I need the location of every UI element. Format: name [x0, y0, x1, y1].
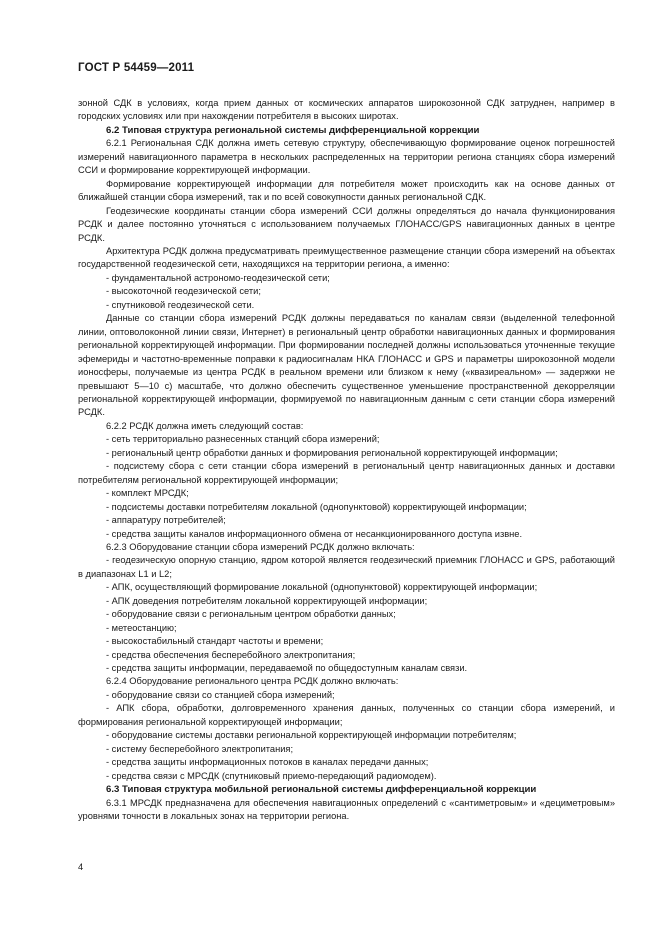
- list-item: - высокостабильный стандарт частоты и времени;: [106, 636, 324, 647]
- list-item: - высокоточной геодезической сети;: [106, 286, 261, 297]
- list-item: - подсистему сбора с сети станции сбора измерений в региональный центр навигационных данных и доставки потребителям региональной корректирующей информации;: [78, 461, 615, 485]
- list-item: - метеостанцию;: [106, 622, 177, 633]
- list-item: - спутниковой геодезической сети.: [106, 299, 255, 310]
- paragraph: Геодезические координаты станции сбора измерений ССИ должны определяться до начала функционирования РСДК и далее постоянно уточняться с использованием получаемых ГЛОНАСС/GPS навигационных данных в центре РСДК.: [78, 205, 615, 243]
- paragraph: Формирование корректирующей информации для потребителя может происходить как на основе данных от ближайшей станции сбора измерений, так и по всей совокупности данных региональной СДК.: [78, 178, 615, 203]
- list-item: - систему бесперебойного электропитания;: [106, 743, 294, 754]
- document-body: [78, 97, 615, 823]
- list-item: - средства защиты информационных потоков в каналах передачи данных;: [106, 757, 429, 768]
- list-item: - оборудование системы доставки региональной корректирующей информации потребителям;: [106, 730, 517, 741]
- section-heading: 6.2 Типовая структура региональной системы дифференциальной коррекции: [106, 124, 480, 136]
- list-item: - оборудование связи со станцией сбора измерений;: [106, 689, 335, 700]
- paragraph: 6.3.1 МРСДК предназначена для обеспечения навигационных определений с «сантиметровым» и «дециметровым» уровнями точности в локальных зонах на территории региона.: [78, 797, 615, 822]
- list-item: - аппаратуру потребителей;: [106, 515, 226, 526]
- list-item: - геодезическую опорную станцию, ядром которой является геодезический приемник ГЛОНАСС и GPS, работающий в диапазонах L1 и L2;: [78, 555, 615, 579]
- list-item: - фундаментальной астрономо-геодезической сети;: [106, 272, 330, 283]
- list-item: - средства защиты информации, передаваемой по общедоступным каналам связи.: [106, 663, 468, 674]
- list-item: - региональный центр обработки данных и формирования региональной корректирующей информации;: [106, 447, 558, 458]
- page-number: 4: [78, 862, 84, 872]
- list-item: - АПК сбора, обработки, долговременного хранения данных, полученных со станции сбора измерений, и формирования региональной корректирующей информации;: [78, 703, 615, 727]
- list-item: - АПК, осуществляющий формирование локальной (однопунктовой) корректирующей информации;: [106, 582, 538, 593]
- list-item: - средства связи с МРСДК (спутниковый приемо-передающий радиомодем).: [106, 770, 437, 781]
- section-heading: 6.3 Типовая структура мобильной региональной системы дифференциальной коррекции: [106, 784, 537, 796]
- list-item: - АПК доведения потребителям локальной корректирующей информации;: [106, 595, 428, 606]
- paragraph: зонной СДК в условиях, когда прием данных от космических аппаратов широкозонной СДК затруднен, например в городских условиях или при нахождении потребителя в высоких широтах.: [78, 98, 615, 122]
- paragraph: Архитектура РСДК должна предусматривать преимущественное размещение станции сбора измерений на объектах государственной геодезической сети, находящихся на территории региона, а именно:: [78, 245, 615, 270]
- list-item: - средства защиты каналов информационного обмена от несанкционированного доступа извне.: [106, 528, 523, 539]
- list-item: - подсистемы доставки потребителям локальной (однопунктовой) корректирующей информации;: [106, 501, 527, 512]
- paragraph: 6.2.2 РСДК должна иметь следующий состав:: [106, 420, 304, 431]
- list-item: - комплект МРСДК;: [106, 488, 189, 499]
- paragraph: Данные со станции сбора измерений РСДК должны передаваться по каналам связи (выделенной телефонной линии, оптоволоконной линии связи, Интернет) в региональный центр обработки навигационных данных и формирования региональной корректирующей информации. При формировании последней должны использоваться уточненные текущие эфемериды и частотно-временные поправки к радиосигналам НКА ГЛОНАСС и GPS и параметры широкозонной модели ионосферы, получаемые из центра РСДК в реальном времени или близком к нему («квазиреальном» — задержки не превышают 5—10 с) масштабе, что должно обеспечить существенное уменьшение пространственной декорреляции региональной корректирующей информации, формируемой по навигационным данным с сети станции сбора измерений РСДК.: [78, 313, 615, 418]
- paragraph: 6.2.1 Региональная СДК должна иметь сетевую структуру, обеспечивающую формирование оценок погрешностей измерений навигационного параметра в нескольких распределенных на территории региона станциях сбора измерений ССИ и формирование корректирующей информации.: [78, 138, 615, 176]
- document-header: ГОСТ Р 54459—2011: [78, 62, 195, 74]
- list-item: - сеть территориально разнесенных станций сбора измерений;: [106, 434, 380, 445]
- paragraph: 6.2.4 Оборудование регионального центра РСДК должно включать:: [106, 676, 399, 687]
- paragraph: 6.2.3 Оборудование станции сбора измерений РСДК должно включать:: [106, 541, 415, 552]
- list-item: - средства обеспечения бесперебойного электропитания;: [106, 649, 356, 660]
- list-item: - оборудование связи с региональным центром обработки данных;: [106, 609, 396, 620]
